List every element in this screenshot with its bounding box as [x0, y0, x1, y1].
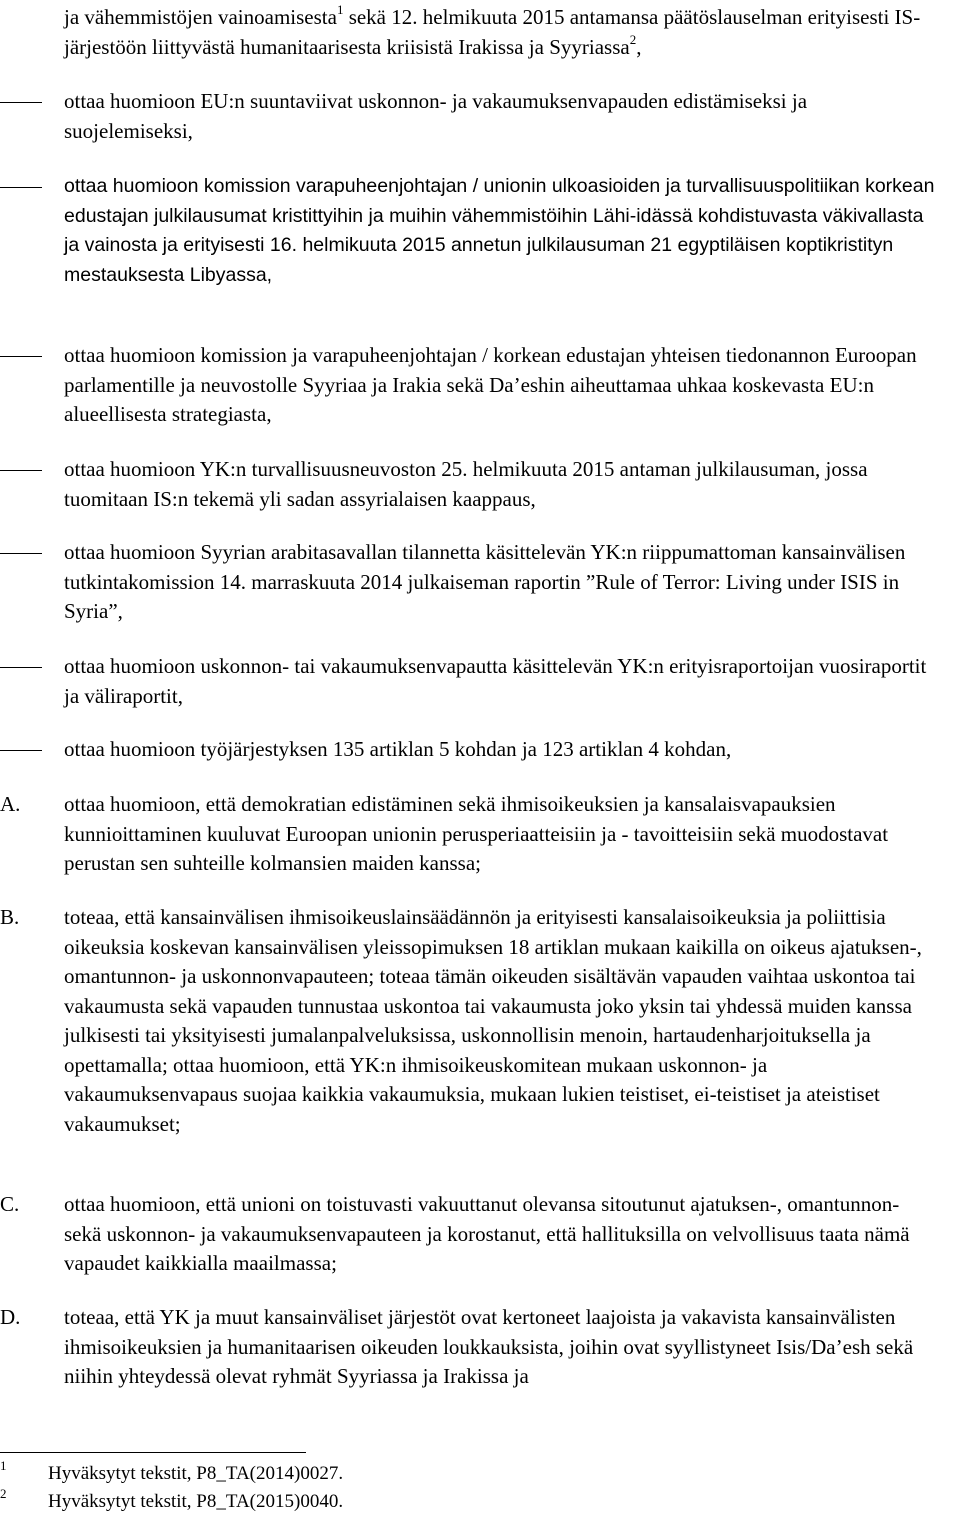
- dash-bullet: [0, 102, 42, 103]
- recital-letter: B.: [0, 905, 20, 929]
- recital-letter: D.: [0, 1305, 21, 1329]
- footnote-number: 1: [0, 1458, 7, 1473]
- recital-text: ottaa huomioon komission varapuheenjohtajan / unionin ulkoasioiden ja turvallisuuspolitiikan korkean edustajan julkilausumat kristittyihin ja muihin vähemmistöihin Lähi-idässä kohdistuvasta väkivallasta ja vainosta ja erityisesti 16. helmikuuta 2015 annetun julkilausuman 21 egyptiläisen koptikristityn mestauksesta Libyassa,: [64, 175, 935, 286]
- intro-paragraph: [64, 3, 940, 62]
- recital-text: ottaa huomioon EU:n suuntaviivat uskonnon- ja vakaumuksenvapauden edistämiseksi ja suojelemiseksi,: [64, 89, 808, 143]
- dash-bullet: [0, 470, 42, 471]
- recital-text: ottaa huomioon Syyrian arabitasavallan tilannetta käsittelevän YK:n riippumattoman kansainvälisen tutkintakomission 14. marraskuuta 2014 julkaiseman raportin ”Rule of Terror: Living under ISIS in Syria”,: [64, 540, 906, 623]
- recital-text: ottaa huomioon uskonnon- tai vakaumuksenvapautta käsittelevän YK:n erityisraportoijan vuosiraportit ja väliraportit,: [64, 654, 927, 708]
- dash-bullet: [0, 187, 42, 188]
- footnote-ref-2[interactable]: 2: [629, 31, 637, 47]
- recital-text: ottaa huomioon komission ja varapuheenjohtajan / korkean edustajan yhteisen tiedonannon Euroopan parlamentille ja neuvostolle Syyriaa ja Irakia sekä Da’eshin aiheuttamaa uhkaa koskevasta EU:n alueellisesta strategiasta,: [64, 343, 917, 426]
- recital-letter: A.: [0, 792, 21, 816]
- recital-text: ottaa huomioon työjärjestyksen 135 artiklan 5 kohdan ja 123 artiklan 4 kohdan,: [64, 737, 732, 761]
- intro-part3: erityisesti IS-järjestöön liittyvästä humanitaarisesta kriisistä Irakissa ja Syyriassa: [64, 5, 921, 59]
- recital-text: toteaa, että kansainvälisen ihmisoikeuslainsäädännön ja erityisesti kansalaisoikeuksia ja poliittisia oikeuksia koskevan kansainvälisen yleissopimuksen 18 artiklan mukaan kaikilla on oikeus ajatuksen-, omantunnon- ja uskonnonvapauteen; toteaa tämän oikeuden sisältävän vapauden vaihtaa uskontoa tai vakaumusta sekä vapauden tunnustaa uskontoa tai vakaumusta joko yksin tai yhdessä muiden kanssa julkisesti tai yksityisesti jumalanpalveluksissa, uskonnollisin menoin, hartaudenharjoituksella ja opettamalla; ottaa huomioon, että YK:n ihmisoikeuskomitean mukaan uskonnon- ja vakaumuksenvapaus suojaa kaikkia vakaumuksia, mukaan lukien teistiset, ei-teistiset ja ateistiset vakaumukset;: [64, 905, 922, 1136]
- footnote-text: Hyväksytyt tekstit, P8_TA(2015)0040.: [48, 1491, 344, 1512]
- intro-part4: ,: [636, 34, 642, 59]
- dash-bullet: [0, 553, 42, 554]
- footnote-number: 2: [0, 1486, 7, 1501]
- dash-bullet: [0, 667, 42, 668]
- recital-letter: C.: [0, 1192, 20, 1216]
- intro-part1: ja vähemmistöjen vainoamisesta: [64, 5, 337, 29]
- footnote-ref-1[interactable]: 1: [336, 2, 344, 17]
- recital-text: ottaa huomioon, että demokratian edistäminen sekä ihmisoikeuksien ja kansalaisvapauksien kunnioittaminen kuuluvat Euroopan unionin perusperiaatteisiin ja - tavoitteisiin sekä muodostavat perustan sen suhteille kolmansien maiden kanssa;: [64, 792, 889, 875]
- footnote-text: Hyväksytyt tekstit, P8_TA(2014)0027.: [48, 1463, 344, 1484]
- dash-bullet: [0, 750, 42, 751]
- intro-part2: sekä 12. helmikuuta 2015 antamansa päätöslauselman: [348, 5, 803, 29]
- recital-text: toteaa, että YK ja muut kansainväliset järjestöt ovat kertoneet laajoista ja vakavista kansainvälisten ihmisoikeuksien ja humanitaarisen oikeuden loukkauksista, joihin ovat syyllistyneet Isis/Da’esh sekä niihin yhteydessä olevat ryhmät Syyriassa ja Irakissa ja: [64, 1305, 914, 1388]
- recital-text: ottaa huomioon YK:n turvallisuusneuvoston 25. helmikuuta 2015 antaman julkilausuman, jossa tuomitaan IS:n tekemä yli sadan assyrialaisen kaappaus,: [64, 457, 868, 511]
- footnote-separator: [0, 1452, 306, 1453]
- dash-bullet: [0, 356, 42, 357]
- recital-text: ottaa huomioon, että unioni on toistuvasti vakuuttanut olevansa sitoutunut ajatuksen-, omantunnon- sekä uskonnon- ja vakaumuksenvapauteen ja korostanut, että hallituksilla on velvollisuus taata nämä vapaudet kaikkialla maailmassa;: [64, 1192, 910, 1275]
